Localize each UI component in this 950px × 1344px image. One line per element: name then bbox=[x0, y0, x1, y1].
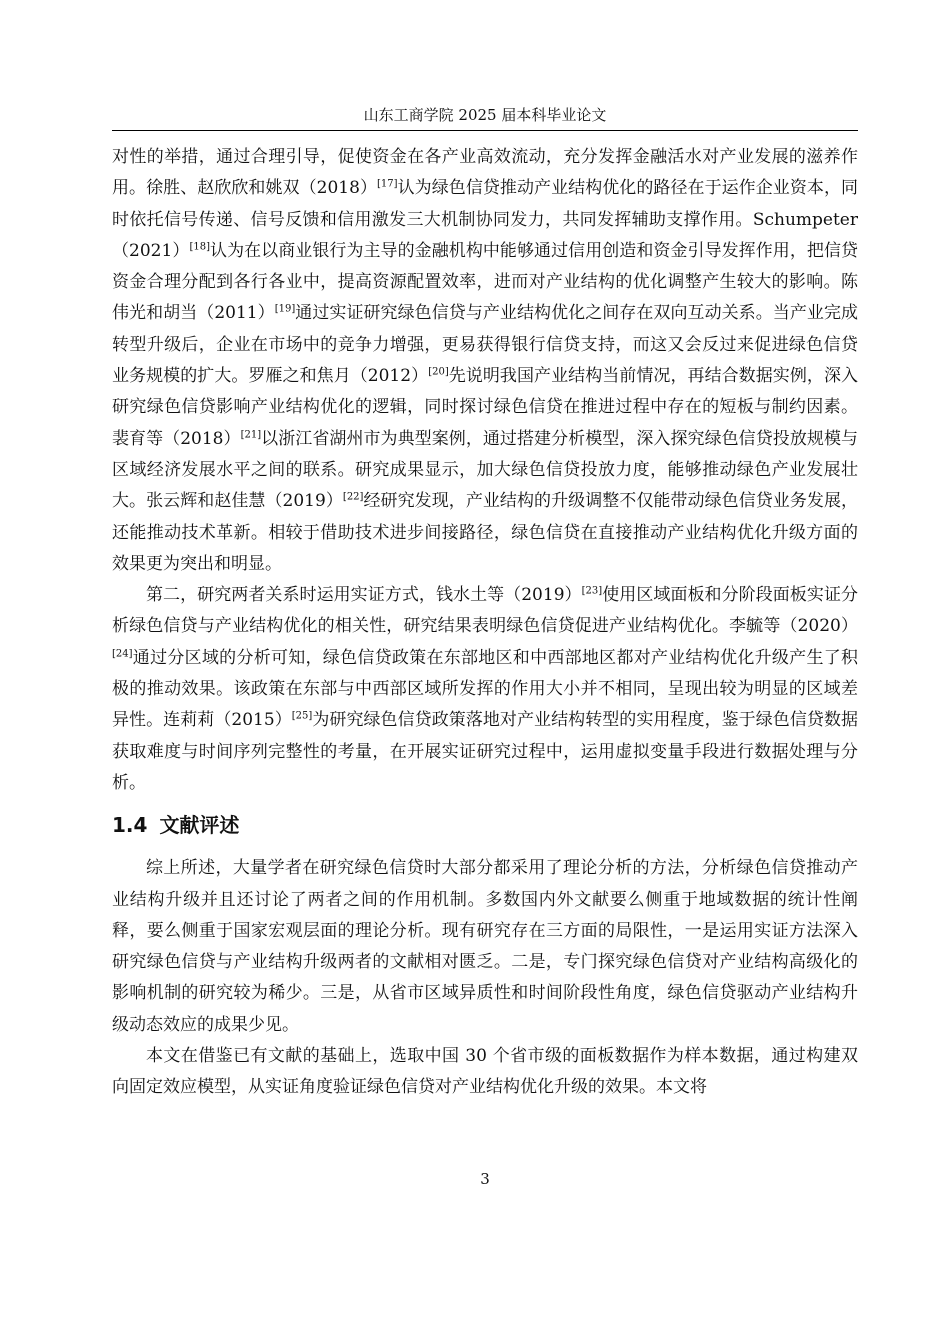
header-rule bbox=[112, 130, 858, 131]
paragraph-text: 认为绿色信贷推动产业结构优化的路径在于运作企业资本，同时依托信号传递、信号反馈和信用激发三大机制协同发力，共同发挥辅助支撑作用。Schumpeter（2021） bbox=[112, 178, 858, 261]
paragraph-text: 通过实证研究绿色信贷与产业结构优化之间存在双向互动关系。当产业完成转型升级后，企业在市场中的竞争力增强，更易获得银行信贷支持，而这又会反过来促进绿色信贷业务规模的扩大。罗雁之和焦月（2012） bbox=[112, 303, 859, 387]
citation-ref: [20] bbox=[428, 366, 449, 378]
citation-ref: [23] bbox=[581, 585, 603, 597]
paragraph-group-1 bbox=[112, 142, 858, 799]
body-paragraph bbox=[112, 853, 858, 1041]
paragraph-text: 使用区域面板和分阶段面板实证分析绿色信贷与产业结构优化的相关性，研究结果表明绿色信贷促进产业结构优化。李毓等（2020） bbox=[112, 585, 859, 637]
citation-ref: [22] bbox=[342, 491, 364, 503]
citation-ref: [19] bbox=[274, 303, 296, 315]
section-number: 1.4 bbox=[112, 813, 148, 838]
body-content bbox=[112, 142, 858, 1104]
citation-ref: [25] bbox=[291, 710, 313, 722]
citation-ref: [18] bbox=[189, 241, 210, 253]
section-title: 文献评述 bbox=[159, 813, 240, 838]
body-paragraph bbox=[112, 142, 858, 580]
paragraph-text: 为研究绿色信贷政策落地对产业结构转型的实用程度，鉴于绿色信贷数据获取难度与时间序列完整性的考量，在开展实证研究过程中，运用虚拟变量手段进行数据处理与分析。 bbox=[112, 710, 858, 793]
citation-ref: [17] bbox=[377, 178, 398, 190]
paragraph-text: 以浙江省湖州市为典型案例，通过搭建分析模型，深入探究绿色信贷投放规模与区域经济发展水平之间的联系。研究成果显示，加大绿色信贷投放力度，能够推动绿色产业发展壮大。张云辉和赵佳慧（2019） bbox=[112, 428, 859, 512]
citation-ref: [24] bbox=[112, 648, 133, 660]
section-heading bbox=[112, 805, 858, 845]
running-header: 山东工商学院 2025 届本科毕业论文 bbox=[363, 106, 607, 124]
paragraph-text: 先说明我国产业结构当前情况，再结合数据实例，深入研究绿色信贷影响产业结构优化的逻辑，同时探讨绿色信贷在推进过程中存在的短板与制约因素。裴育等（2018） bbox=[112, 366, 859, 449]
page-number: 3 bbox=[480, 1170, 490, 1188]
paragraph-group-2 bbox=[112, 853, 858, 1103]
paragraph-text: 经研究发现，产业结构的升级调整不仅能带动绿色信贷业务发展，还能推动技术革新。相较于借助技术进步间接路径，绿色信贷在直接推动产业结构优化升级方面的效果更为突出和明显。 bbox=[112, 491, 859, 574]
paragraph-text: 综上所述，大量学者在研究绿色信贷时大部分都采用了理论分析的方法，分析绿色信贷推动产业结构升级并且还讨论了两者之间的作用机制。多数国内外文献要么侧重于地域数据的统计性阐释，要么侧重于国家宏观层面的理论分析。现有研究存在三方面的局限性，一是运用实证方法深入研究绿色信贷与产业结构升级两者的文献相对匮乏。二是，专门探究绿色信贷对产业结构高级化的影响机制的研究较为稀少。三是，从省市区域异质性和时间阶段性角度，绿色信贷驱动产业结构升级动态效应的成果少见。 bbox=[112, 858, 858, 1035]
citation-ref: [21] bbox=[240, 429, 262, 441]
paragraph-text: 第二，研究两者关系时运用实证方式，钱水土等（2019） bbox=[146, 585, 582, 606]
paragraph-text: 通过分区域的分析可知，绿色信贷政策在东部地区和中西部地区都对产业结构优化升级产生了积极的推动效果。该政策在东部与中西部区域所发挥的作用大小并不相同，呈现出较为明显的区域差异性。连莉莉（2015） bbox=[112, 647, 858, 731]
paragraph-text: 认为在以商业银行为主导的金融机构中能够通过信用创造和资金引导发挥作用，把信贷资金合理分配到各行各业中，提高资源配置效率，进而对产业结构的优化调整产生较大的影响。陈伟光和胡当（2011） bbox=[112, 240, 859, 324]
body-paragraph bbox=[112, 580, 858, 799]
body-paragraph bbox=[112, 1041, 858, 1104]
paragraph-text: 对性的举措，通过合理引导，促使资金在各产业高效流动，充分发挥金融活水对产业发展的滋养作用。徐胜、赵欣欣和姚双（2018） bbox=[112, 147, 858, 199]
paragraph-text: 本文在借鉴已有文献的基础上，选取中国 30 个省市级的面板数据作为样本数据，通过构建双向固定效应模型，从实证角度验证绿色信贷对产业结构优化升级的效果。本文将 bbox=[112, 1046, 858, 1098]
